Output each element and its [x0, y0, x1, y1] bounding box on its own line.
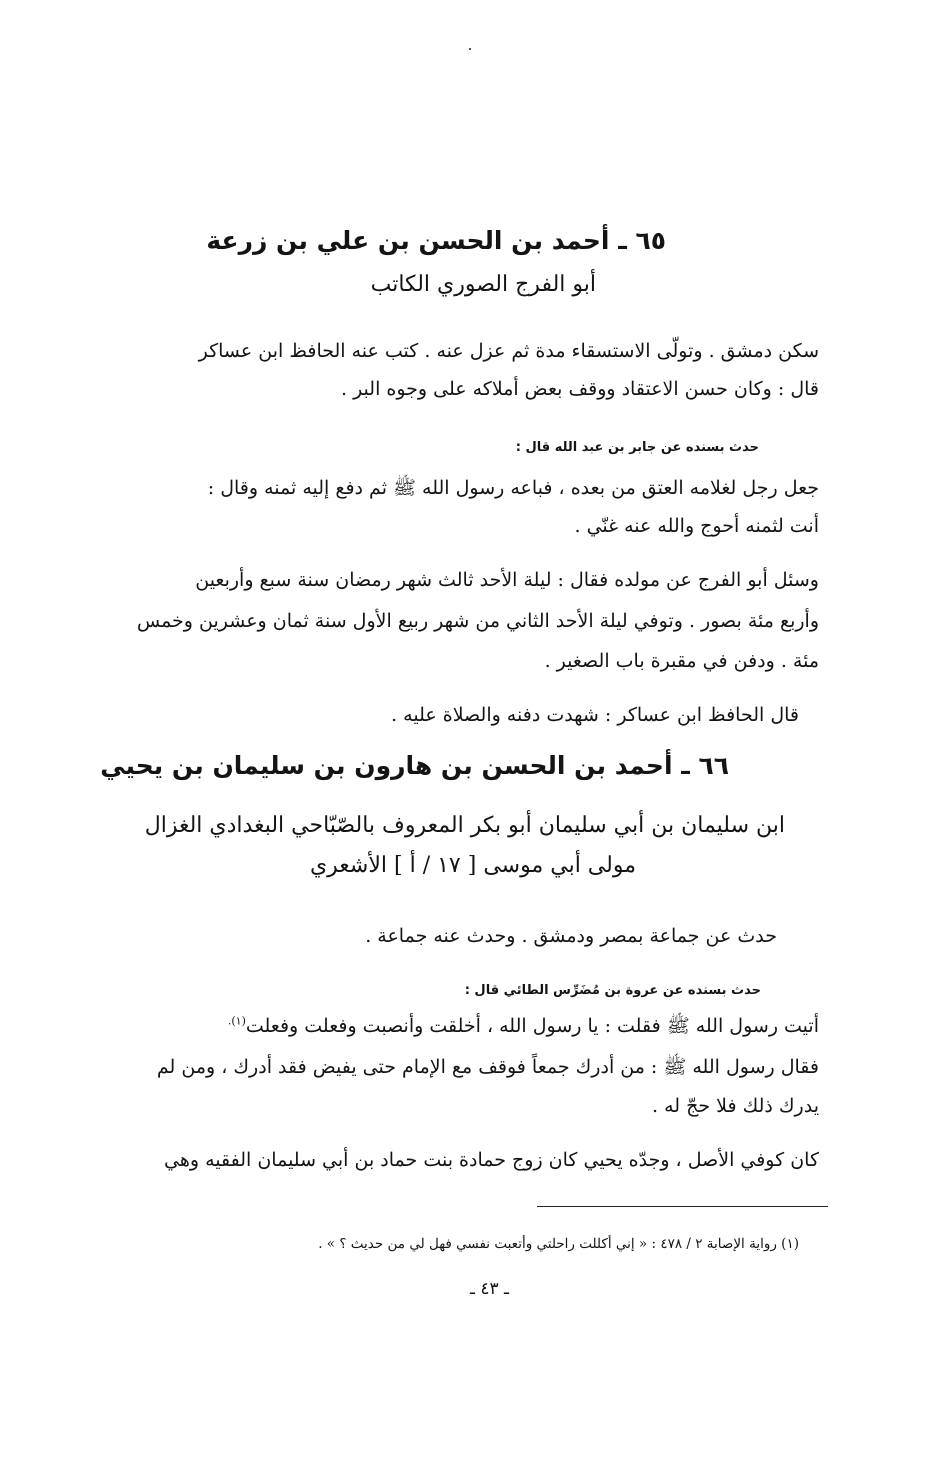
- entry-65-para3: قال الحافظ ابن عساكر : شهدت دفنه والصلاة عليه .: [391, 704, 799, 726]
- footnote-ref: (١).: [227, 1014, 246, 1028]
- ink-speck: [469, 48, 471, 50]
- entry-65-para1-line2: قال : وكان حسن الاعتقاد ووقف بعض أملاكه على وجوه البر .: [340, 378, 819, 400]
- footnote-rule: [537, 1206, 828, 1207]
- entry-66-subtitle-line1: ابن سليمان بن أبي سليمان أبو بكر المعروف بالصّبّاحي البغدادي الغزال: [144, 813, 785, 838]
- entry-65-hadith-line1: جعل رجل لغلامه العتق من بعده ، فباعه رسول الله ﷺ ثم دفع إليه ثمنه وقال :: [207, 477, 819, 499]
- hadith1-text: أتيت رسول الله ﷺ فقلت : يا رسول الله ، أخلقت وأنصبت وفعلت وفعلت: [245, 1015, 819, 1037]
- entry-65-para1-line1: سكن دمشق . وتولّى الاستسقاء مدة ثم عزل عنه . كتب عنه الحافظ ابن عساكر: [198, 340, 819, 362]
- entry-65-para2-line2: وأربع مئة بصور . وتوفي ليلة الأحد الثاني من شهر ربيع الأول سنة ثمان وعشرين وخمس: [136, 610, 819, 632]
- entry-66-isnad: حدث بسنده عن عروة بن مُضَرِّس الطائي قال :: [464, 983, 761, 998]
- entry-66-heading: ٦٦ ـ أحمد بن الحسن بن هارون بن سليمان بن يحيي: [100, 751, 729, 780]
- entry-65-subtitle: أبو الفرج الصوري الكاتب: [370, 272, 596, 297]
- entry-66-hadith2-line1: فقال رسول الله ﷺ : من أدرك جمعاً فوقف مع الإمام حتى يفيض فقد أدرك ، ومن لم: [156, 1056, 819, 1078]
- entry-65-para2-line3: مئة . ودفن في مقبرة باب الصغير .: [544, 650, 819, 672]
- entry-66-para1: حدث عن جماعة بمصر ودمشق . وحدث عنه جماعة .: [365, 925, 777, 947]
- entry-65-para2-line1: وسئل أبو الفرج عن مولده فقال : ليلة الأحد ثالث شهر رمضان سنة سبع وأربعين: [195, 569, 819, 591]
- entry-65-heading: ٦٥ ـ أحمد بن الحسن بن علي بن زرعة: [206, 226, 666, 255]
- entry-66-hadith2-line2: يدرك ذلك فلا حجّ له .: [651, 1095, 819, 1117]
- entry-65-isnad: حدث بسنده عن جابر بن عبد الله قال :: [515, 440, 759, 455]
- page-number: ـ ٤٣ ـ: [469, 1279, 509, 1299]
- entry-65-hadith-line2: أنت لثمنه أحوج والله عنه غنّي .: [574, 515, 819, 537]
- footnote: (١) رواية الإصابة ٢ / ٤٧٨ : « إني أكللت راحلتي وأتعبت نفسي فهل لي من حديث ؟ » .: [318, 1236, 799, 1252]
- entry-66-subtitle-line2: مولى أبي موسى [ ١٧ / أ ] الأشعري: [309, 853, 636, 878]
- entry-66-para2: كان كوفي الأصل ، وجدّه يحيي كان زوج حمادة بنت حماد بن أبي سليمان الفقيه وهي: [164, 1149, 819, 1171]
- entry-66-hadith1: [228, 1014, 819, 1042]
